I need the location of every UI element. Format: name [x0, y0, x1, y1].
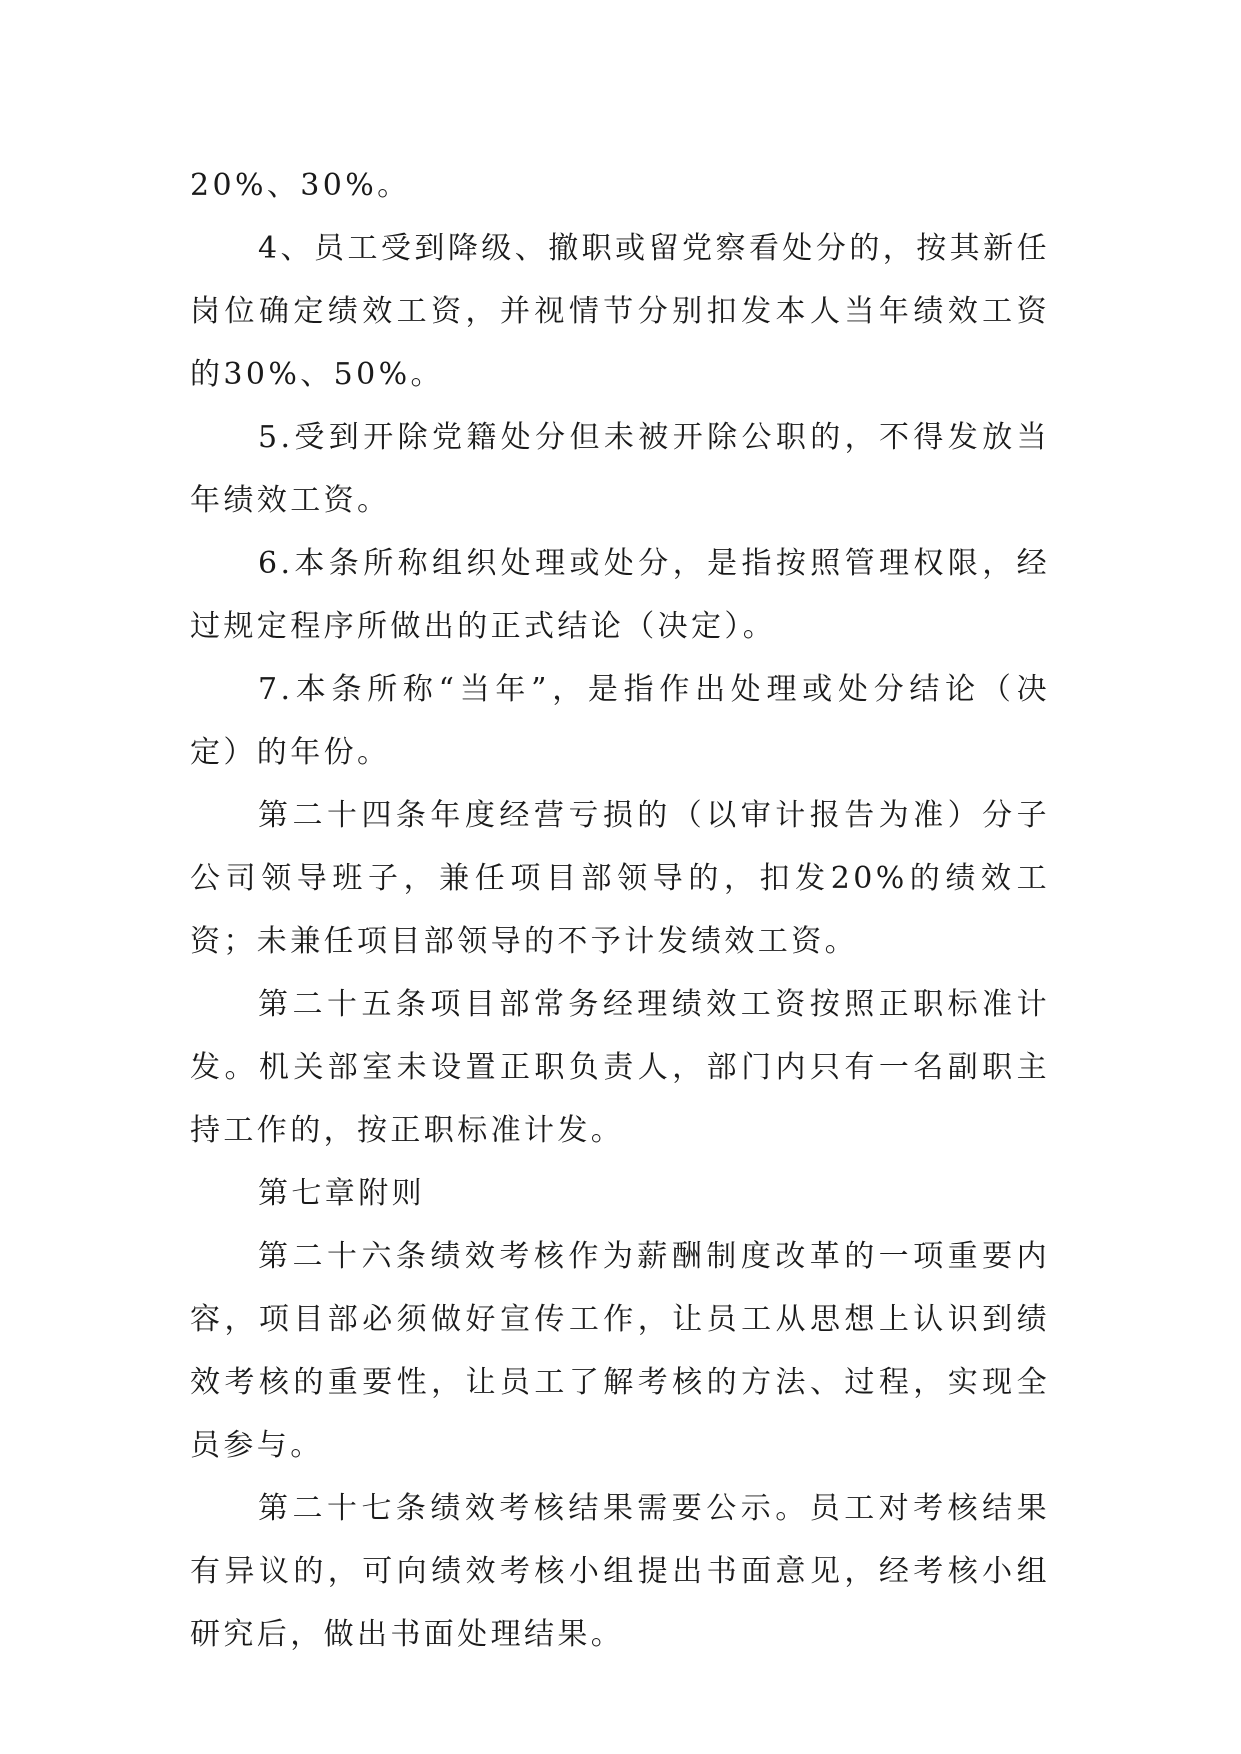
paragraph-article-24: 第二十四条年度经营亏损的（以审计报告为准）分子公司领导班子，兼任项目部领导的，扣发20%的绩效工资；未兼任项目部领导的不予计发绩效工资。	[190, 798, 1050, 959]
paragraph-item-7: 7.本条所称“当年”，是指作出处理或处分结论（决定）的年份。	[190, 672, 1050, 770]
paragraph-article-25: 第二十五条项目部常务经理绩效工资按照正职标准计发。机关部室未设置正职负责人，部门内只有一名副职主持工作的，按正职标准计发。	[190, 987, 1050, 1148]
chapter-heading: 第七章附则	[258, 1176, 425, 1211]
paragraph-continuation: 20%、30%。	[190, 168, 411, 203]
paragraph-article-26: 第二十六条绩效考核作为薪酬制度改革的一项重要内容，项目部必须做好宣传工作，让员工从思想上认识到绩效考核的重要性，让员工了解考核的方法、过程，实现全员参与。	[190, 1239, 1050, 1463]
paragraph-item-4: 4、员工受到降级、撤职或留党察看处分的，按其新任岗位确定绩效工资，并视情节分别扣发本人当年绩效工资的30%、50%。	[190, 231, 1050, 392]
paragraph-article-27: 第二十七条绩效考核结果需要公示。员工对考核结果有异议的，可向绩效考核小组提出书面意见，经考核小组研究后，做出书面处理结果。	[190, 1491, 1050, 1652]
paragraph-item-5: 5.受到开除党籍处分但未被开除公职的，不得发放当年绩效工资。	[190, 420, 1050, 518]
paragraph-item-6: 6.本条所称组织处理或处分，是指按照管理权限，经过规定程序所做出的正式结论（决定）。	[190, 546, 1050, 644]
